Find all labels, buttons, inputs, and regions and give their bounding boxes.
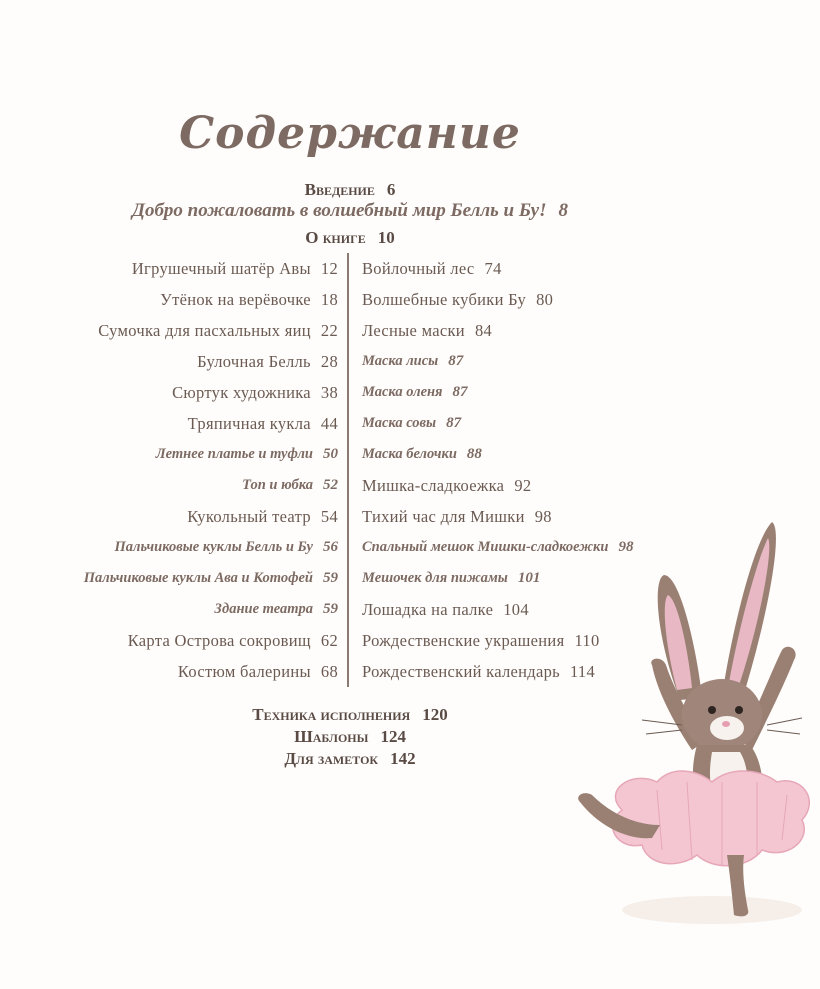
toc-entry-label: Костюм балерины: [177, 662, 311, 681]
toc-left-column: [84, 253, 338, 687]
toc-entry-label: Шаблоны: [294, 727, 369, 746]
toc-entry-page: 50: [323, 446, 338, 462]
toc-entry[interactable]: [362, 253, 633, 284]
toc-entry[interactable]: [84, 284, 338, 315]
toc-entry-label: Пальчиковые куклы Белль и Бу: [114, 539, 313, 555]
toc-entry-label: Маска лисы: [362, 353, 439, 369]
toc-entry[interactable]: [362, 284, 633, 315]
toc-entry[interactable]: [84, 532, 338, 563]
toc-entry-page: 44: [320, 414, 338, 433]
toc-entry-page: 10: [377, 228, 395, 247]
toc-entry-label: Лошадка на палке: [362, 600, 494, 619]
toc-entry-page: 12: [320, 259, 338, 278]
toc-entry-label: Маска белочки: [362, 446, 457, 462]
toc-entry-page: 124: [380, 727, 406, 746]
toc-entry[interactable]: [362, 377, 633, 408]
toc-entry[interactable]: [362, 408, 633, 439]
toc-entry-page: 68: [320, 662, 338, 681]
toc-entry[interactable]: [362, 346, 633, 377]
toc-entry-page: 101: [517, 570, 541, 586]
toc-entry-page: 104: [503, 600, 529, 619]
toc-entry-label: Летнее платье и туфли: [155, 446, 313, 462]
toc-entry-label: Волшебные кубики Бу: [362, 290, 527, 309]
toc-entry-label: Тряпичная кукла: [187, 414, 311, 433]
toc-entry-label: Сумочка для пасхальных яиц: [98, 321, 311, 340]
toc-entry[interactable]: [84, 346, 338, 377]
toc-entry[interactable]: [84, 501, 338, 532]
toc-entry-label: Рождественский календарь: [362, 662, 560, 681]
toc-entry-page: 98: [534, 507, 552, 526]
toc-entry[interactable]: [84, 439, 338, 470]
toc-entry-label: О книге: [305, 228, 366, 247]
toc-entry[interactable]: [362, 315, 633, 346]
toc-entry-page: 92: [514, 476, 532, 495]
toc-entry-label: Рождественские украшения: [362, 631, 565, 650]
toc-entry-page: 62: [320, 631, 338, 650]
toc-entry-page: 98: [618, 539, 634, 555]
toc-entry-page: 28: [320, 352, 338, 371]
toc-entry-label: Мешочек для пижамы: [362, 570, 508, 586]
toc-entry-label: Мишка-сладкоежка: [362, 476, 505, 495]
toc-entry-page: 74: [484, 259, 502, 278]
toc-entry[interactable]: [84, 408, 338, 439]
toc-entry-page: 84: [474, 321, 493, 340]
toc-entry-label: Утёнок на верёвочке: [160, 290, 311, 309]
toc-entry[interactable]: [84, 563, 338, 594]
toc-entry-label: Кукольный театр: [187, 507, 311, 526]
toc-entry[interactable]: [84, 656, 338, 687]
toc-entry-label: Маска совы: [362, 415, 437, 431]
toc-entry-label: Введение: [304, 180, 375, 199]
toc-entry-label: Добро пожаловать в волшебный мир Белль и Бу!: [131, 200, 547, 221]
toc-entry-about[interactable]: [0, 228, 700, 248]
toc-entry-label: Булочная Белль: [197, 352, 311, 371]
toc-entry[interactable]: [84, 594, 338, 625]
toc-entry-page: 54: [320, 507, 338, 526]
toc-entry-label: Топ и юбка: [242, 477, 313, 493]
toc-entry-intro[interactable]: [0, 180, 700, 200]
toc-entry-page: 52: [323, 477, 338, 493]
ballerina-bunny-illustration: [562, 520, 820, 930]
toc-entry-page: 114: [569, 662, 596, 681]
toc-entry-page: 22: [320, 321, 338, 340]
toc-entry-page: 56: [323, 539, 338, 555]
toc-entry-page: 87: [452, 384, 468, 400]
page-title: Содержание: [179, 108, 521, 159]
toc-entry[interactable]: [84, 625, 338, 656]
toc-entry-page: 18: [320, 290, 338, 309]
toc-entry[interactable]: [362, 470, 633, 501]
toc-entry[interactable]: [362, 439, 633, 470]
toc-entry-page: 87: [446, 415, 462, 431]
toc-entry-label: Карта Острова сокровищ: [127, 631, 311, 650]
toc-entry-label: Для заметок: [284, 749, 379, 768]
toc-entry-label: Спальный мешок Мишки-сладкоежки: [362, 539, 609, 555]
toc-entry-welcome[interactable]: [0, 200, 700, 222]
toc-entry-label: Маска оленя: [362, 384, 443, 400]
toc-entry-label: Лесные маски: [362, 321, 465, 340]
toc-entry-label: Сюртук художника: [172, 383, 311, 402]
toc-entry-page: 8: [558, 200, 569, 221]
toc-entry-label: Техника исполнения: [252, 705, 411, 724]
toc-entry[interactable]: [84, 253, 338, 284]
toc-entry-page: 110: [574, 631, 600, 650]
toc-entry-label: Здание театра: [214, 601, 313, 617]
toc-entry-page: 80: [536, 290, 554, 309]
toc-entry-page: 6: [386, 180, 396, 199]
toc-entry-page: 87: [448, 353, 464, 369]
toc-entry-page: 88: [466, 446, 482, 462]
toc-entry[interactable]: [84, 470, 338, 501]
toc-entry-label: Тихий час для Мишки: [362, 507, 525, 526]
toc-entry-label: Пальчиковые куклы Ава и Котофей: [83, 570, 313, 586]
toc-entry[interactable]: [84, 315, 338, 346]
toc-entry-page: 120: [422, 705, 448, 724]
toc-entry-label: Игрушечный шатёр Авы: [131, 259, 311, 278]
toc-entry-page: 59: [323, 570, 338, 586]
toc-entry-label: Войлочный лес: [362, 259, 475, 278]
toc-entry-page: 142: [390, 749, 416, 768]
toc-entry-page: 38: [320, 383, 338, 402]
toc-entry[interactable]: [84, 377, 338, 408]
column-divider: [347, 253, 349, 687]
toc-entry-page: 59: [323, 601, 338, 617]
